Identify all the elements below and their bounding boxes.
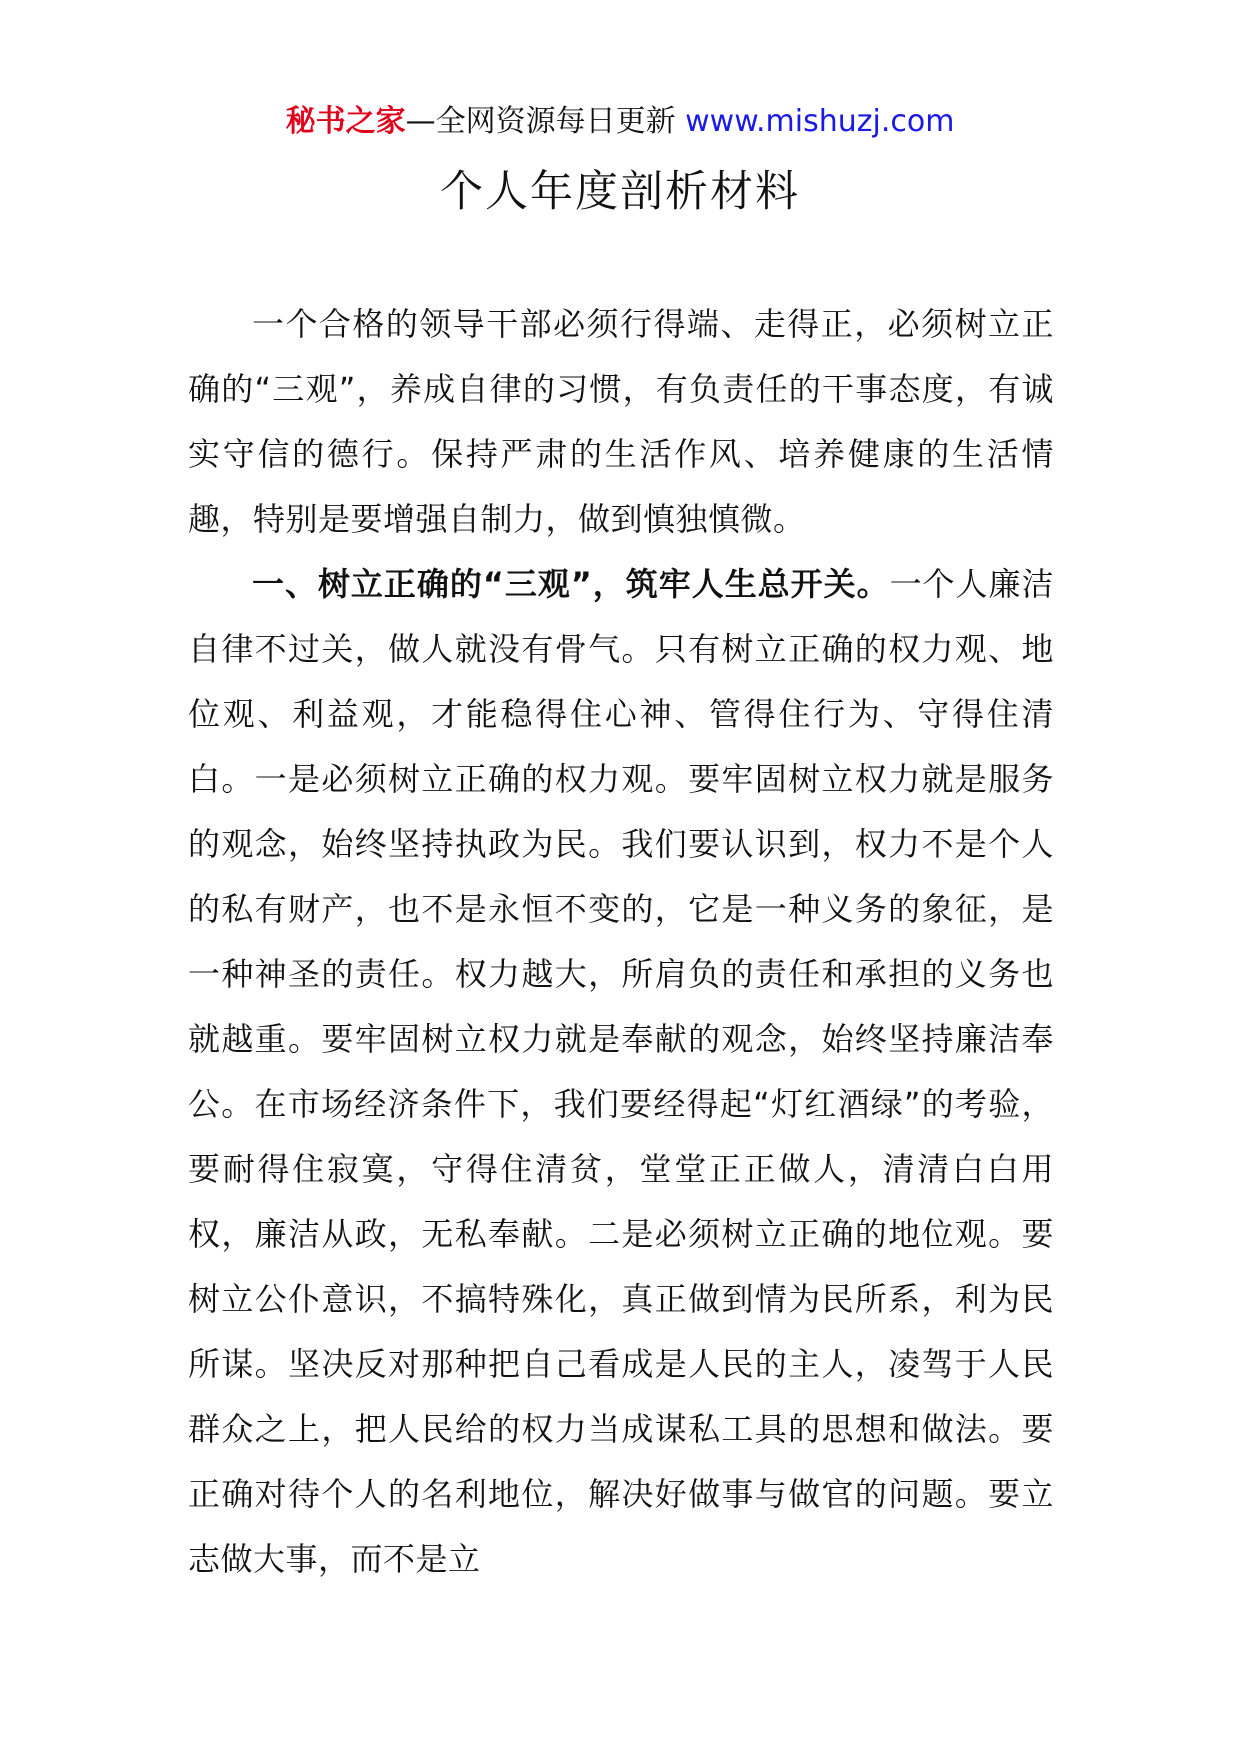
header-slogan: —全网资源每日更新 [405,104,686,139]
document-title: 个人年度剖析材料 [440,167,800,217]
site-url-link[interactable]: www.mishuzj.com [685,104,955,139]
brand-name: 秘书之家 [285,104,406,139]
site-header [0,100,1240,144]
document-body [188,292,1054,1592]
paragraph-text: 一个合格的领导干部必须行得端、走得正，必须树立正确的“三观”，养成自律的习惯，有负责任的干事态度，有诚实守信的德行。保持严肃的生活作风、培养健康的生活情趣，特别是要增强自制力，做到慎独慎微。 [188,305,1054,538]
paragraph-section-one [188,552,1054,1592]
paragraph-intro [188,292,1054,552]
section-heading: 一、树立正确的“三观”，筑牢人生总开关。 [252,565,890,603]
paragraph-text: 一个人廉洁自律不过关，做人就没有骨气。只有树立正确的权力观、地位观、利益观，才能稳得住心神、管得住行为、守得住清白。一是必须树立正确的权力观。要牢固树立权力就是服务的观念，始终坚持执政为民。我们要认识到，权力不是个人的私有财产，也不是永恒不变的，它是一种义务的象征，是一种神圣的责任。权力越大，所肩负的责任和承担的义务也就越重。要牢固树立权力就是奉献的观念，始终坚持廉洁奉公。在市场经济条件下，我们要经得起“灯红酒绿”的考验，要耐得住寂寞，守得住清贫，堂堂正正做人，清清白白用权，廉洁从政，无私奉献。二是必须树立正确的地位观。要树立公仆意识，不搞特殊化，真正做到情为民所系，利为民所谋。坚决反对那种把自己看成是人民的主人，凌驾于人民群众之上，把人民给的权力当成谋私工具的思想和做法。要正确对待个人的名利地位，解决好做事与做官的问题。要立志做大事，而不是立 [188,565,1054,1578]
